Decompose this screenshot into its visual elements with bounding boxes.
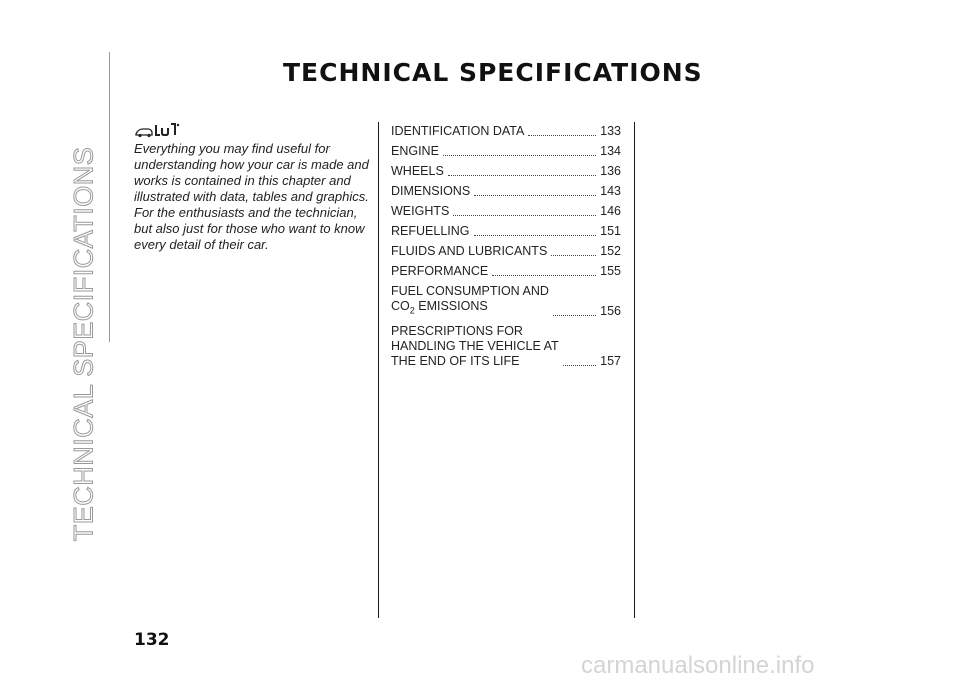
toc-entry-page: 152 xyxy=(600,244,621,258)
toc-entry-page: 143 xyxy=(600,184,621,198)
toc-entry[interactable] xyxy=(391,204,621,219)
table-of-contents xyxy=(391,124,621,374)
toc-entry-page: 136 xyxy=(600,164,621,178)
toc-entry-title: WHEELS xyxy=(391,164,444,178)
toc-entry-page: 155 xyxy=(600,264,621,278)
toc-leader-dots xyxy=(453,215,596,216)
toc-leader-dots xyxy=(551,255,596,256)
toc-leader-dots xyxy=(528,135,596,136)
toc-entry-page: 157 xyxy=(600,353,621,368)
toc-entry[interactable] xyxy=(391,224,621,239)
page-title: TECHNICAL SPECIFICATIONS xyxy=(283,58,703,87)
toc-leader-dots xyxy=(474,195,596,196)
toc-entry-page: 146 xyxy=(600,204,621,218)
toc-entry-title: WEIGHTS xyxy=(391,204,450,218)
toc-entry[interactable] xyxy=(391,124,621,139)
toc-entry[interactable] xyxy=(391,284,621,319)
watermark: carmanualsonline.info xyxy=(581,652,815,679)
toc-entry-page: 134 xyxy=(600,144,621,158)
toc-entry[interactable] xyxy=(391,144,621,159)
page-number: 132 xyxy=(134,630,170,650)
toc-entry[interactable] xyxy=(391,164,621,179)
column-divider-right xyxy=(634,122,635,618)
car-wrench-logo-icon xyxy=(134,122,180,138)
toc-entry-title: ENGINE xyxy=(391,144,439,158)
side-rule xyxy=(109,52,110,342)
toc-leader-dots xyxy=(448,175,596,176)
toc-entry[interactable] xyxy=(391,184,621,199)
toc-entry-title: PERFORMANCE xyxy=(391,264,489,278)
intro-paragraph: Everything you may find useful for understanding how your car is made and works is contained in this chapter and illustrated with data, tables and graphics. For the enthusiasts and the technician, but also just for those who want to know every detail of their car. xyxy=(134,141,369,252)
toc-entry-page: 156 xyxy=(600,303,621,318)
toc-entry-title: FUEL CONSUMPTION AND $CO_2$ EMISSIONS xyxy=(391,284,549,316)
toc-leader-dots xyxy=(563,365,597,366)
toc-leader-dots xyxy=(474,235,597,236)
chapter-side-label: TECHNICAL SPECIFICATIONS xyxy=(68,146,99,542)
toc-entry-title: IDENTIFICATION DATA xyxy=(391,124,525,138)
toc-entry-title: REFUELLING xyxy=(391,224,470,238)
toc-entry[interactable] xyxy=(391,264,621,279)
toc-leader-dots xyxy=(553,315,596,316)
toc-leader-dots xyxy=(443,155,596,156)
toc-entry[interactable] xyxy=(391,244,621,259)
toc-leader-dots xyxy=(492,275,596,276)
toc-entry-title: DIMENSIONS xyxy=(391,184,471,198)
toc-entry-title: FLUIDS AND LUBRICANTS xyxy=(391,244,548,258)
toc-entry[interactable] xyxy=(391,324,621,369)
toc-entry-title: PRESCRIPTIONS FOR HANDLING THE VEHICLE AT THE END OF ITS LIFE xyxy=(391,323,559,368)
toc-entry-page: 133 xyxy=(600,124,621,138)
column-divider-left xyxy=(378,122,379,618)
toc-entry-page: 151 xyxy=(600,224,621,238)
